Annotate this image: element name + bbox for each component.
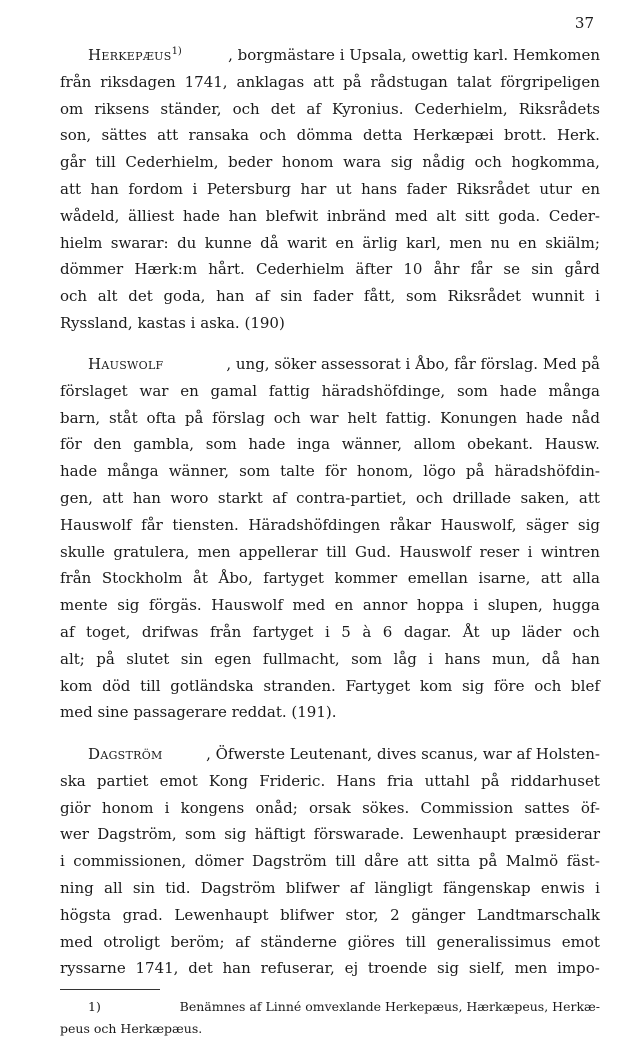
text-line: son, sättes att ransaka och dömma detta Herkæpæi brott. Herk. (60, 126, 600, 145)
text-line: går till Cederhielm, beder honom wara sig nådig och hogkomma, (60, 153, 600, 172)
text-line: kom död till gotländska stranden. Fartyget kom sig före och blef (60, 676, 600, 695)
text-line: om riksens ständer, och det af Kyronius. Cederhielm, Riksrådets (60, 99, 600, 118)
text-line: gen, att han woro starkt af contra-partiet, och drillade saken, att (60, 488, 600, 507)
text-line: ning all sin tid. Dagström blifwer af längligt fängenskap enwis i (60, 878, 600, 897)
text-line: dömmer Hærk:m hårt. Cederhielm äfter 10 åhr får se sin gård (60, 260, 600, 279)
text-line: i commissionen, dömer Dagström till dåre att sitta på Malmö fäst- (60, 852, 600, 871)
footnote-marker: 1) (88, 999, 101, 1014)
text-line: ska partiet emot Kong Frideric. Hans fria uttahl på riddarhuset (60, 771, 600, 790)
entry-name: Herkepæus$^{1)}$ (88, 46, 182, 64)
text-line: från Stockholm åt Åbo, fartyget kommer emellan isarne, att alla (60, 569, 600, 588)
text-line: och alt det goda, han af sin fader fått, som Riksrådet wunnit i (60, 287, 600, 306)
text-line: från riksdagen 1741, anklagas att på rådstugan talat förgripeligen (60, 72, 600, 91)
text-line: med otroligt beröm; af ständerne giöres till generalissimus emot (60, 932, 600, 951)
entry-dagstrom (60, 741, 600, 982)
text-line: förslaget war en gamal fattig häradshöfdinge, som hade många (60, 381, 600, 400)
text-line: alt; på slutet sin egen fullmacht, som låg i hans mun, då han (60, 649, 600, 668)
text-line: högsta grad. Lewenhaupt blifwer stor, 2 gänger Landtmarschalk (60, 905, 600, 924)
footnote-divider (60, 989, 160, 990)
entry-name: Hauswolf (88, 355, 164, 373)
footnote-marker: 1) (171, 46, 182, 57)
entry-herkepaeus (60, 42, 600, 337)
entry-text: , borgmästare i Upsala, owettig karl. Hemkomen (228, 46, 600, 64)
text-line: med sine passagerare reddat. (191). (60, 703, 337, 722)
text-line: giör honom i kongens onåd; orsak sökes. Commission sattes öf- (60, 798, 600, 817)
text-line: af toget, drifwas från fartyget i 5 à 6 dagar. Åt up läder och (60, 622, 600, 641)
entry-hauswolf (60, 351, 600, 726)
text-line: att han fordom i Petersburg har ut hans fader Riksrådet utur en (60, 179, 600, 198)
text-line: Ryssland, kastas i aska. (190) (60, 313, 285, 332)
page-number: 37 (574, 14, 594, 32)
footnote-text: Benämnes af Linné omvexlande Herkepæus, Hærkæpeus, Herkæ- (179, 999, 600, 1014)
text-line: barn, ståt ofta på förslag och war helt fattig. Konungen hade nåd (60, 408, 600, 427)
text-line: ryssarne 1741, det han refuserar, ej troende sig sielf, men impo- (60, 959, 600, 978)
footnote (60, 996, 600, 1040)
text-line: wådeld, älliest hade han blefwit inbränd med alt sitt goda. Ceder- (60, 206, 600, 225)
text-line: hielm swarar: du kunne då warit en ärlig karl, men nu en skiälm; (60, 233, 600, 252)
text-line: hade många wänner, som talte för honom, lögo på häradshöfdin- (60, 462, 600, 481)
footnote-line: peus och Herkæpæus. (60, 1021, 203, 1036)
text-line: Hauswolf får tiensten. Häradshöfdingen råkar Hauswolf, säger sig (60, 515, 600, 534)
entry-name: Dagström (88, 745, 163, 763)
text-line: för den gambla, som hade inga wänner, allom obekant. Hausw. (60, 435, 600, 454)
entry-text: , ung, söker assessorat i Åbo, får förslag. Med på (226, 355, 600, 373)
text-line (60, 741, 600, 768)
text-line: wer Dagström, som sig häftigt förswarade. Lewenhaupt præsiderar (60, 825, 600, 844)
text-line: skulle gratulera, men appellerar till Gud. Hauswolf reser i wintren (60, 542, 600, 561)
footnote-line (60, 996, 600, 1018)
text-line: mente sig förgäs. Hauswolf med en annor hoppa i slupen, hugga (60, 596, 600, 615)
text-line (60, 351, 600, 378)
text-line (60, 42, 600, 69)
entry-text: , Öfwerste Leutenant, dives scanus, war af Holsten- (206, 745, 600, 763)
